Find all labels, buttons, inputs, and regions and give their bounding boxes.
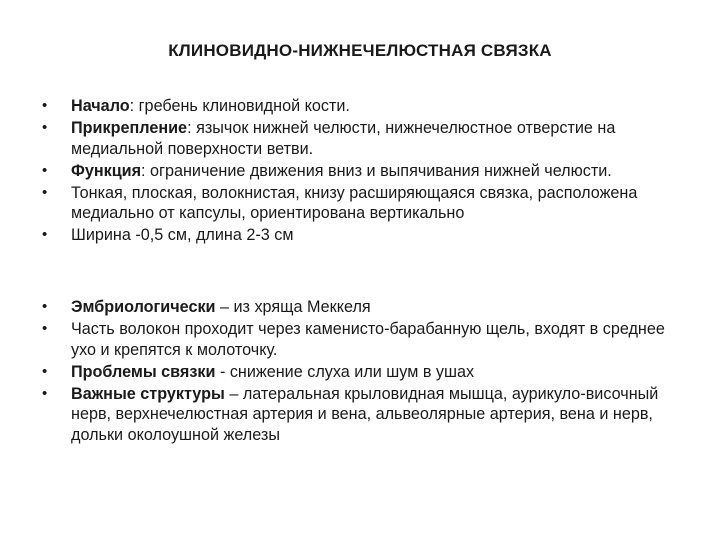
list-item-problems [42,362,692,383]
item-text: ограничение движения вниз и выпячивания нижней челюсти. [150,161,612,180]
list-item-fibers [42,319,692,360]
item-text: гребень клиновидной кости. [138,97,350,115]
item-term: Начало [71,97,130,115]
item-separator: : [187,119,197,137]
list-item-dimensions [42,225,692,246]
item-text: язычок нижней челюсти, нижнечелюстное отверстие на медиальной поверхности ветви. [71,119,616,158]
bullet-icon: • [42,97,48,114]
bullet-list-clinical [42,297,692,447]
item-text: – из хряща Меккеля [220,298,371,316]
item-separator: : [129,97,139,115]
list-item-structures [42,384,692,446]
list-item-embryology [42,297,692,318]
item-text: Часть волокон проходит через каменисто-барабанную щель, входят в среднее ухо и крепятся к молоточку. [71,320,665,359]
list-item-origin [42,96,692,117]
item-text: Ширина -0,5 см, длина 2-3 см [71,226,294,244]
item-term: Проблемы связки [71,362,216,381]
bullet-icon: • [42,183,48,201]
item-separator: : [141,161,151,180]
list-item-function [42,161,692,182]
item-text: - снижение слуха или шум в ушах [219,362,475,381]
item-term: Прикрепление [71,119,188,137]
item-term: Важные структуры [71,384,225,403]
item-term: Эмбриологически [71,298,216,316]
list-item-insertion [42,118,692,159]
bullet-icon: • [42,362,48,380]
list-item-description [42,183,692,224]
bullet-icon: • [42,298,48,315]
slide-title: КЛИНОВИДНО-НИЖНЕЧЕЛЮСТНАЯ СВЯЗКА [168,41,552,60]
item-term: Функция [71,161,142,180]
bullet-list-anatomy [42,96,692,247]
item-text: – латеральная крыловидная мышца, аурикуло-височный нерв, верхнечелюстная артерия и вена, альвеолярные артерия, вена и нерв, дольки околоушной железы [71,384,659,444]
bullet-icon: • [42,161,48,179]
item-text: Тонкая, плоская, волокнистая, книзу расширяющаяся связка, расположена медиально от капсулы, ориентирована вертикально [71,183,638,222]
bullet-icon: • [42,384,48,402]
bullet-icon: • [42,119,48,136]
bullet-icon: • [42,226,48,243]
bullet-icon: • [42,320,48,337]
